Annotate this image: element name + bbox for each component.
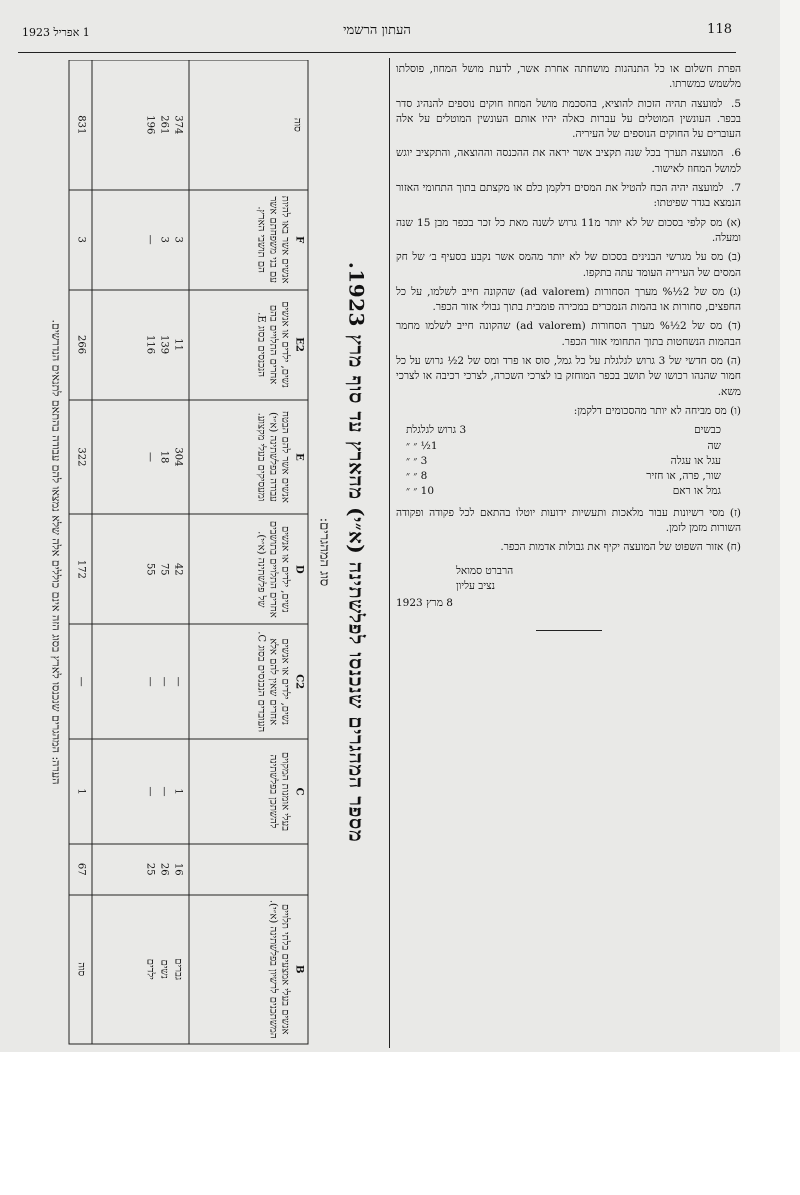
table-cell: נשים: [158, 959, 170, 979]
column-header: [189, 400, 308, 514]
table-cell: 18: [158, 450, 170, 464]
table-column: [70, 624, 308, 739]
column-header: [189, 190, 308, 289]
paragraph-text: למועצה תהיה הזכות להוציא, בהסכמת מושל המחוז חוקים נוספים להנהיג סדר בכפר. העונשין המוטלים על עברות כאלה יהיו אותם העונשין המוטלים על אלה העוברים על החוקים הנוספים של העיריה.: [396, 97, 741, 141]
amount: 3: [459, 424, 467, 437]
clause-b: (ב) מס על מגרשי הבנינים בסכום של לא יותר מהמס אשר נקבע בסעיף ב׳ של חק המסים של העיריה העומד עתה בתקפו.: [396, 251, 741, 279]
list-item: [396, 454, 741, 469]
page-edge: [780, 0, 800, 1052]
immigration-table-rotated: [21, 60, 381, 1045]
table-cell: 116: [144, 335, 156, 355]
signer-title: נציב עליון: [456, 579, 496, 592]
table-cell: —: [144, 234, 156, 245]
total-cell: 322: [70, 400, 93, 514]
table-column: [70, 60, 308, 189]
column-values: [93, 400, 189, 514]
table-column: [70, 739, 308, 844]
column-heading-text: אנשים אשר להם הבטח עבודה בפלשתינה (א״י) ומעסיקים בעלי מקצוע.: [255, 410, 291, 503]
table-cell: 16: [172, 862, 184, 876]
column-values: [93, 740, 189, 844]
amount: 1½: [420, 439, 438, 452]
animal: עגל או עגלה: [670, 454, 721, 467]
header-rule: [18, 52, 736, 53]
total-cell: —: [70, 625, 93, 739]
table-cell: ילדים: [144, 958, 156, 980]
column-header: [189, 625, 308, 739]
slaughter-tax-list: [396, 423, 741, 499]
journal-title: העתון הרשמי: [343, 23, 411, 38]
table-column: [70, 289, 308, 399]
unit: ״ ״: [406, 470, 418, 483]
table-cell: 3: [158, 236, 170, 243]
clause-d: (ד) מס של 2½% מערך הסחורות (ad valorem) שהקונה חייב לשלמו מחמר הבהמות הנשחטות בתוך התחומי אזור הכפר.: [396, 320, 741, 348]
table-cell: 261: [158, 115, 170, 135]
column-values: [93, 895, 189, 1043]
column-header: [189, 845, 308, 895]
paragraph-text: המועצה תערך בכל שנה תקציב אשר יראה את ההכנסה וההוצאה, והתקציב יוגש למושל המחוז לאישור.: [396, 147, 741, 175]
amount: 8: [420, 470, 428, 483]
table-cell: —: [144, 451, 156, 462]
table-cell: —: [144, 676, 156, 687]
column-header: [189, 740, 308, 844]
table-column: [70, 894, 308, 1043]
column-values: [93, 60, 189, 189]
total-cell: 3: [70, 190, 93, 289]
signer-name: הרברט סמואל: [456, 564, 514, 577]
table-cell: 25: [144, 862, 156, 876]
table-column: [70, 514, 308, 624]
clause-a: (א) מס קלפי בסכום של לא יותר מ11 גרוש לשנה מאת כל זכר בכפר מבן 15 שנה ומעלה.: [396, 216, 742, 244]
column-values: [93, 625, 189, 739]
paragraph-number: 7.: [730, 182, 742, 195]
clause-c: (ג) מס של 2½% מערך הסחורות (ad valorem) שהקונה חייב לשלמו, על כל החפצים, סחורות או בהמות הנמכרים במכירה פומבית בתוך גבולי אזור הכפר.: [396, 285, 742, 314]
table-cell: 75: [158, 562, 170, 576]
signature-block: [396, 564, 741, 595]
rotated-table-area: [20, 60, 380, 1045]
table-column: [70, 399, 308, 514]
column-code: E2: [293, 337, 305, 352]
column-heading-text: נשים, ילדים או אנשים אחרים התלויים בתושבים של פלשתינה (א״י).: [255, 520, 291, 618]
column-code: E: [293, 453, 305, 461]
amount: 10: [420, 485, 435, 498]
unit: גרוש לגלגלת: [406, 424, 457, 437]
table-column: [70, 844, 308, 895]
clause-g: (ז) מסי רשיונות עבור מלאכות ותעשיות ידועות יוטלו בהתאם לכל פקודה ופקודה השורות מזמן לזמן.: [396, 506, 741, 535]
column-divider: [389, 58, 390, 1048]
paragraph-7: [396, 181, 741, 212]
table-cell: 11: [172, 338, 184, 351]
total-cell: 831: [70, 60, 93, 189]
animal: גמל או ראם: [672, 485, 721, 498]
table-cell: 3: [172, 236, 184, 243]
paragraph-number: 5.: [730, 97, 741, 110]
table-cell: 304: [172, 447, 184, 467]
column-heading-text: בעלי אומנות המקוים להשתכן בפלשתינה: [267, 752, 291, 832]
column-heading-text: אנשים בעלי אמצעים בלתי תלויים המשתכנים לרשיון בפלשתינה (א״י).: [267, 899, 291, 1039]
table-cell: —: [172, 676, 184, 687]
animal: כבשים: [694, 424, 721, 437]
table-cell: 26: [158, 862, 170, 876]
table-title: מספר המהגרים שנכנסו לפלשתינה (א״י) מהארץ עד סוף מרץ 1923.: [344, 261, 369, 843]
unit: ״ ״: [406, 439, 418, 452]
total-cell: 1: [70, 740, 93, 844]
signature-date: 8 מרץ 1923: [396, 597, 453, 610]
paragraph-text: למועצה יהיה הכח להטיל את המסים דלקמן כלם או מקצתם בתוך התחומי האזור הנמצא בגדר שפיטתו:: [396, 182, 741, 210]
clause-f: (ו) מס מביחה לא יותר מהסכומים דלקמן:: [573, 404, 741, 417]
column-values: [93, 290, 189, 399]
column-code: C: [293, 787, 305, 796]
table-cell: גברים: [172, 958, 184, 981]
column-code: B: [293, 965, 305, 974]
column-values: [93, 515, 189, 624]
table-cell: 42: [172, 562, 184, 576]
table-column: [70, 189, 308, 289]
paragraph-5: [396, 97, 741, 143]
column-values: [93, 190, 189, 289]
amount: 3: [420, 454, 428, 467]
table-footnote: הערה: המהגרים שנכנסו לארץ בסוג הזה אינם כוללים אלה שלא נמצאו להם עבודה בהתאם לתנאים הנדרשים.: [49, 319, 63, 785]
column-header: [189, 60, 308, 189]
immigration-table: [69, 60, 309, 1045]
table-cell: 374: [172, 115, 184, 135]
page-header: [22, 22, 732, 46]
page-number: 118: [707, 22, 732, 37]
total-cell: 172: [70, 515, 93, 624]
column-heading-text: אנשים אשר באו להיות עם בני משפחתם אשר הם תושבי הארץ.: [255, 195, 291, 284]
column-code: C2: [293, 674, 305, 690]
total-cell: סוה: [70, 895, 93, 1043]
list-item: [396, 484, 741, 499]
animal: שור, פרה, או חזיר: [646, 470, 721, 483]
ordinance-text: [396, 62, 741, 631]
end-rule: [536, 630, 602, 631]
total-cell: 266: [70, 290, 93, 399]
list-item: [396, 423, 741, 438]
total-cell: 67: [70, 845, 93, 895]
list-item: [396, 439, 741, 454]
paragraph-6: [396, 146, 741, 177]
table-cell: 55: [144, 562, 156, 576]
list-item: [396, 469, 741, 484]
column-values: [93, 845, 189, 895]
column-code: D: [293, 564, 305, 574]
unit: ״ ״: [406, 485, 418, 498]
clause-h: (ח) אזור השפוט של המועצה יקיף את גבולות אדמות הכפר.: [500, 541, 741, 554]
paragraph-number: 6.: [730, 147, 741, 160]
column-heading-text: סוה: [291, 117, 303, 132]
column-heading-text: נשים, ילדים או אנשים אחרים התלויים בהם הנכנסים בסוג E.: [255, 301, 291, 388]
column-header: [189, 515, 308, 624]
column-code: F: [293, 236, 305, 244]
table-cell: —: [158, 786, 170, 797]
table-cell: 196: [144, 115, 156, 135]
column-header: [189, 290, 308, 399]
table-cell: 1: [172, 788, 184, 795]
column-header: [189, 895, 308, 1043]
table-cell: —: [144, 786, 156, 797]
column-heading-text: נשים, ילדים או אנשים אחרים שאין להם אלא העובדים הנכנסים בסוג C.: [255, 631, 291, 733]
unit: ״ ״: [406, 454, 418, 467]
table-cell: —: [158, 676, 170, 687]
table-cell: 139: [158, 335, 170, 355]
table-subtitle: סוג המהגרים:: [316, 517, 332, 587]
animal: שה: [707, 439, 721, 452]
issue-date: 1 אפריל 1923: [22, 26, 90, 39]
paragraph-continuation: הפרת חשלום או כל התנהגות מושחתה אחרת אשר, לדעת מושל המחוז, פוסלתו מלשמש כמשרתו.: [396, 63, 741, 91]
clause-e: (ה) מס חדשי של 3 גרוש לגלגלת על כל גמל, סוס או פרד ומס של 2½ גרוש על כל חמור שהנהו רכושו של תושב בכפר המוחזק בו לצרכי השכרה, לצרכי רכיבה או לצרכי משא.: [396, 355, 741, 398]
